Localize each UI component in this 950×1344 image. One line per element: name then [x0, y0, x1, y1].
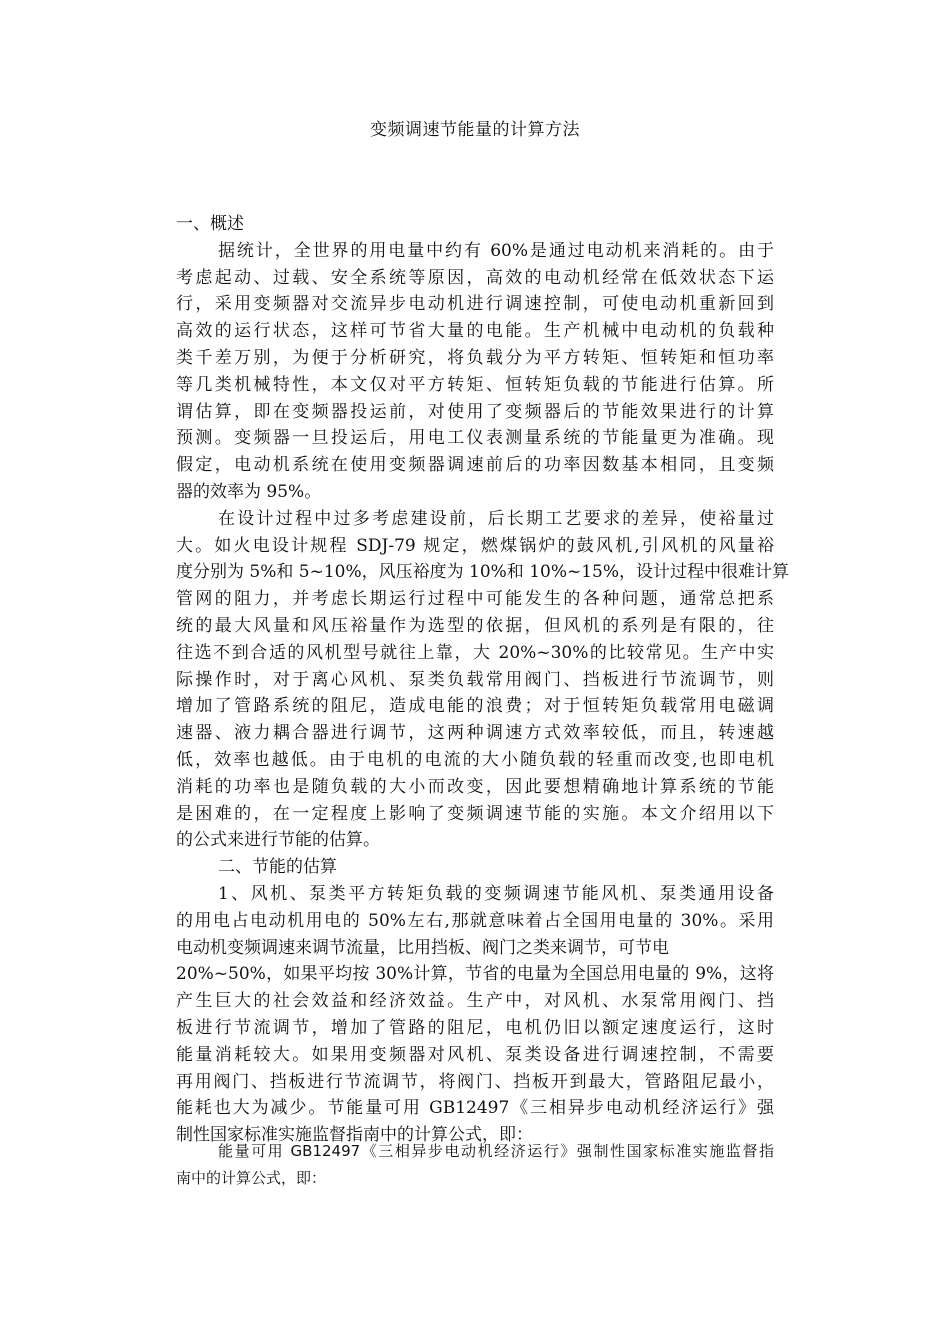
text-line: 速器、液力耦合器进行调节，这两种调速方式效率较低，而且，转速越 [176, 723, 774, 744]
text-line: 板进行节流调节，增加了管路的阻尼，电机仍旧以额定速度运行，这时 [176, 1017, 774, 1038]
text-line: 在设计过程中过多考虑建设前，后长期工艺要求的差异，使裕量过 [218, 508, 774, 529]
text-line: 统的最大风量和风压裕量作为选型的依据，但风机的系列是有限的，往 [176, 615, 774, 636]
text-line: 的用电占电动机用电的 50%左右,那就意味着占全国用电量的 30%。采用 [176, 910, 774, 931]
document-title: 变频调速节能量的计算方法 [370, 120, 580, 140]
text-line: 据统计，全世界的用电量中约有 60%是通过电动机来消耗的。由于 [218, 240, 774, 261]
text-line: 度分别为 5%和 5~10%，风压裕度为 10%和 10%~15%，设计过程中很难计算 [176, 562, 790, 583]
text-line: 预测。变频器一旦投运后，用电工仪表测量系统的节能量更为准确。现 [176, 428, 774, 449]
text-line: 能量可用 GB12497《三相异步电动机经济运行》强制性国家标准实施监督指 [218, 1142, 774, 1160]
text-line: 电动机变频调速来调节流量，比用挡板、阀门之类来调节，可节电 [176, 937, 669, 958]
text-line: 制性国家标准实施监督指南中的计算公式，即： [176, 1125, 533, 1146]
text-line: 假定，电动机系统在使用变频器调速前后的功率因数基本相同，且变频 [176, 455, 774, 476]
text-line: 大。如火电设计规程 SDJ-79 规定，燃煤锅炉的鼓风机,引风机的风量裕 [176, 535, 774, 556]
text-line: 再用阀门、挡板进行节流调节，将阀门、挡板开到最大，管路阻尼最小， [176, 1071, 774, 1092]
text-line: 消耗的功率也是随负载的大小而改变，因此要想精确地计算系统的节能 [176, 776, 774, 797]
text-line: 产生巨大的社会效益和经济效益。生产中，对风机、水泵常用阀门、挡 [176, 991, 774, 1012]
text-line: 低，效率也越低。由于电机的电流的大小随负载的轻重而改变,也即电机 [176, 749, 774, 770]
text-line: 行，采用变频器对交流异步电动机进行调速控制，可使电动机重新回到 [176, 294, 774, 315]
text-line: 能耗也大为减少。节能量可用 GB12497《三相异步电动机经济运行》强 [176, 1098, 774, 1119]
text-line: 二、节能的估算 [218, 857, 337, 878]
document-body [176, 211, 790, 1149]
text-line: 南中的计算公式，即： [176, 1168, 327, 1187]
text-line: 的公式来进行节能的估算。 [176, 830, 380, 851]
text-line: 类千差万别，为便于分析研究，将负载分为平方转矩、恒转矩和恒功率 [176, 347, 774, 368]
text-line: 一、概述 [176, 214, 244, 234]
text-line: 20%~50%，如果平均按 30%计算，节省的电量为全国总用电量的 9%，这将 [176, 964, 774, 985]
text-line: 考虑起动、过载、安全系统等原因，高效的电动机经常在低效状态下运 [176, 267, 774, 288]
text-line: 是困难的，在一定程度上影响了变频调速节能的实施。本文介绍用以下 [176, 803, 774, 824]
text-line: 能量消耗较大。如果用变频器对风机、泵类设备进行调速控制，不需要 [176, 1044, 774, 1065]
text-line: 际操作时，对于离心风机、泵类负载常用阀门、挡板进行节流调节，则 [176, 669, 774, 690]
text-line: 管网的阻力，并考虑长期运行过程中可能发生的各种问题，通常总把系 [176, 589, 774, 610]
text-line: 往选不到合适的风机型号就往上靠，大 20%~30%的比较常见。生产中实 [176, 642, 774, 663]
text-line: 高效的运行状态，这样可节省大量的电能。生产机械中电动机的负载种 [176, 321, 774, 342]
document-secondary-paragraph [176, 1138, 774, 1192]
text-line: 谓估算，即在变频器投运前，对使用了变频器后的节能效果进行的计算 [176, 401, 774, 422]
text-line: 增加了管路系统的阻尼，造成电能的浪费；对于恒转矩负载常用电磁调 [176, 696, 774, 717]
text-line: 器的效率为 95%。 [176, 481, 322, 502]
text-line: 1、风机、泵类平方转矩负载的变频调速节能风机、泵类通用设备 [218, 883, 774, 904]
text-line: 等几类机械特性，本文仅对平方转矩、恒转矩负载的节能进行估算。所 [176, 374, 774, 395]
